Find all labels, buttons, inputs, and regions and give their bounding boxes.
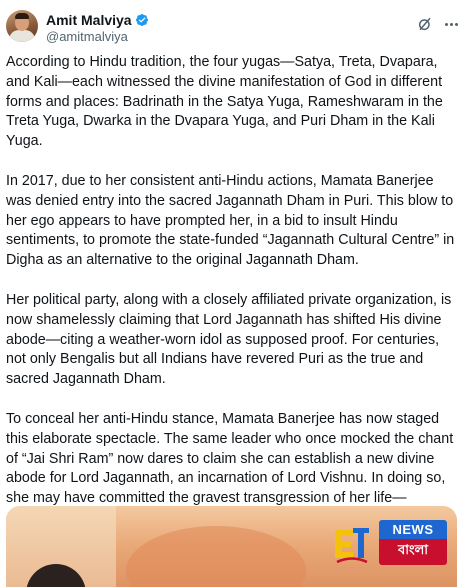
author-handle[interactable]: @amitmalviya — [46, 29, 128, 44]
more-options-icon[interactable] — [441, 14, 461, 34]
news-logo — [379, 520, 447, 565]
grok-icon[interactable] — [417, 16, 433, 32]
news-logo-bottom: বাংলা — [379, 539, 447, 565]
author-display-name[interactable]: Amit Malviya — [46, 11, 132, 28]
post-paragraph: To conceal her anti-Hindu stance, Mamata Banerjee has now staged this elaborate spectacle. The same leader who once mocked the chant of “Jai Shri Ram” now dares to claim she can establish a new divine abode for Lord Jagannath, an incarnation of Lord Vishnu. In doing so, she may have committed the gravest transgression of her life— — [6, 410, 454, 507]
post-paragraph: Her political party, along with a closely affiliated private organization, is now shamelessly claiming that Lord Jagannath has shifted His divine abode—citing a weather-worn idol as supposed proof. For centuries, not only Bengalis but all Indians have revered Puri as the true and sacred Jagannath Dham. — [6, 291, 452, 388]
post-text — [6, 53, 462, 549]
more-dot — [450, 23, 453, 26]
etv-logo-icon — [331, 522, 373, 566]
post-media-image[interactable] — [6, 506, 457, 587]
display-name-row — [46, 11, 149, 28]
verified-badge-icon[interactable] — [135, 13, 149, 27]
post-paragraph: In 2017, due to her consistent anti-Hindu actions, Mamata Banerjee was denied entry into the sacred Jagannath Dham in Puri. This blow to her ego appears to have prompted her, in a bid to insult Hindu sentiments, to promote the state-funded “Jagannath Cultural Centre” in Digha as an alternative to the original Jagannath Dham. — [6, 172, 455, 269]
avatar-shirt — [9, 30, 35, 42]
author-names — [46, 11, 149, 44]
post-header — [6, 10, 461, 46]
avatar-hair — [15, 13, 29, 19]
media-blur — [126, 526, 306, 587]
news-logo-top: NEWS — [379, 520, 447, 539]
more-dot — [455, 23, 458, 26]
avatar[interactable] — [6, 10, 38, 42]
post-paragraph: According to Hindu tradition, the four yugas—Satya, Treta, Dvapara, and Kali—each witnessed the divine manifestation of God in different forms and places: Badrinath in the Satya Yuga, Rameshwaram in the Treta Yuga, Dwarka in the Dvapara Yuga, and Puri Dham in the Kali Yuga. — [6, 54, 443, 150]
more-dot — [445, 23, 448, 26]
